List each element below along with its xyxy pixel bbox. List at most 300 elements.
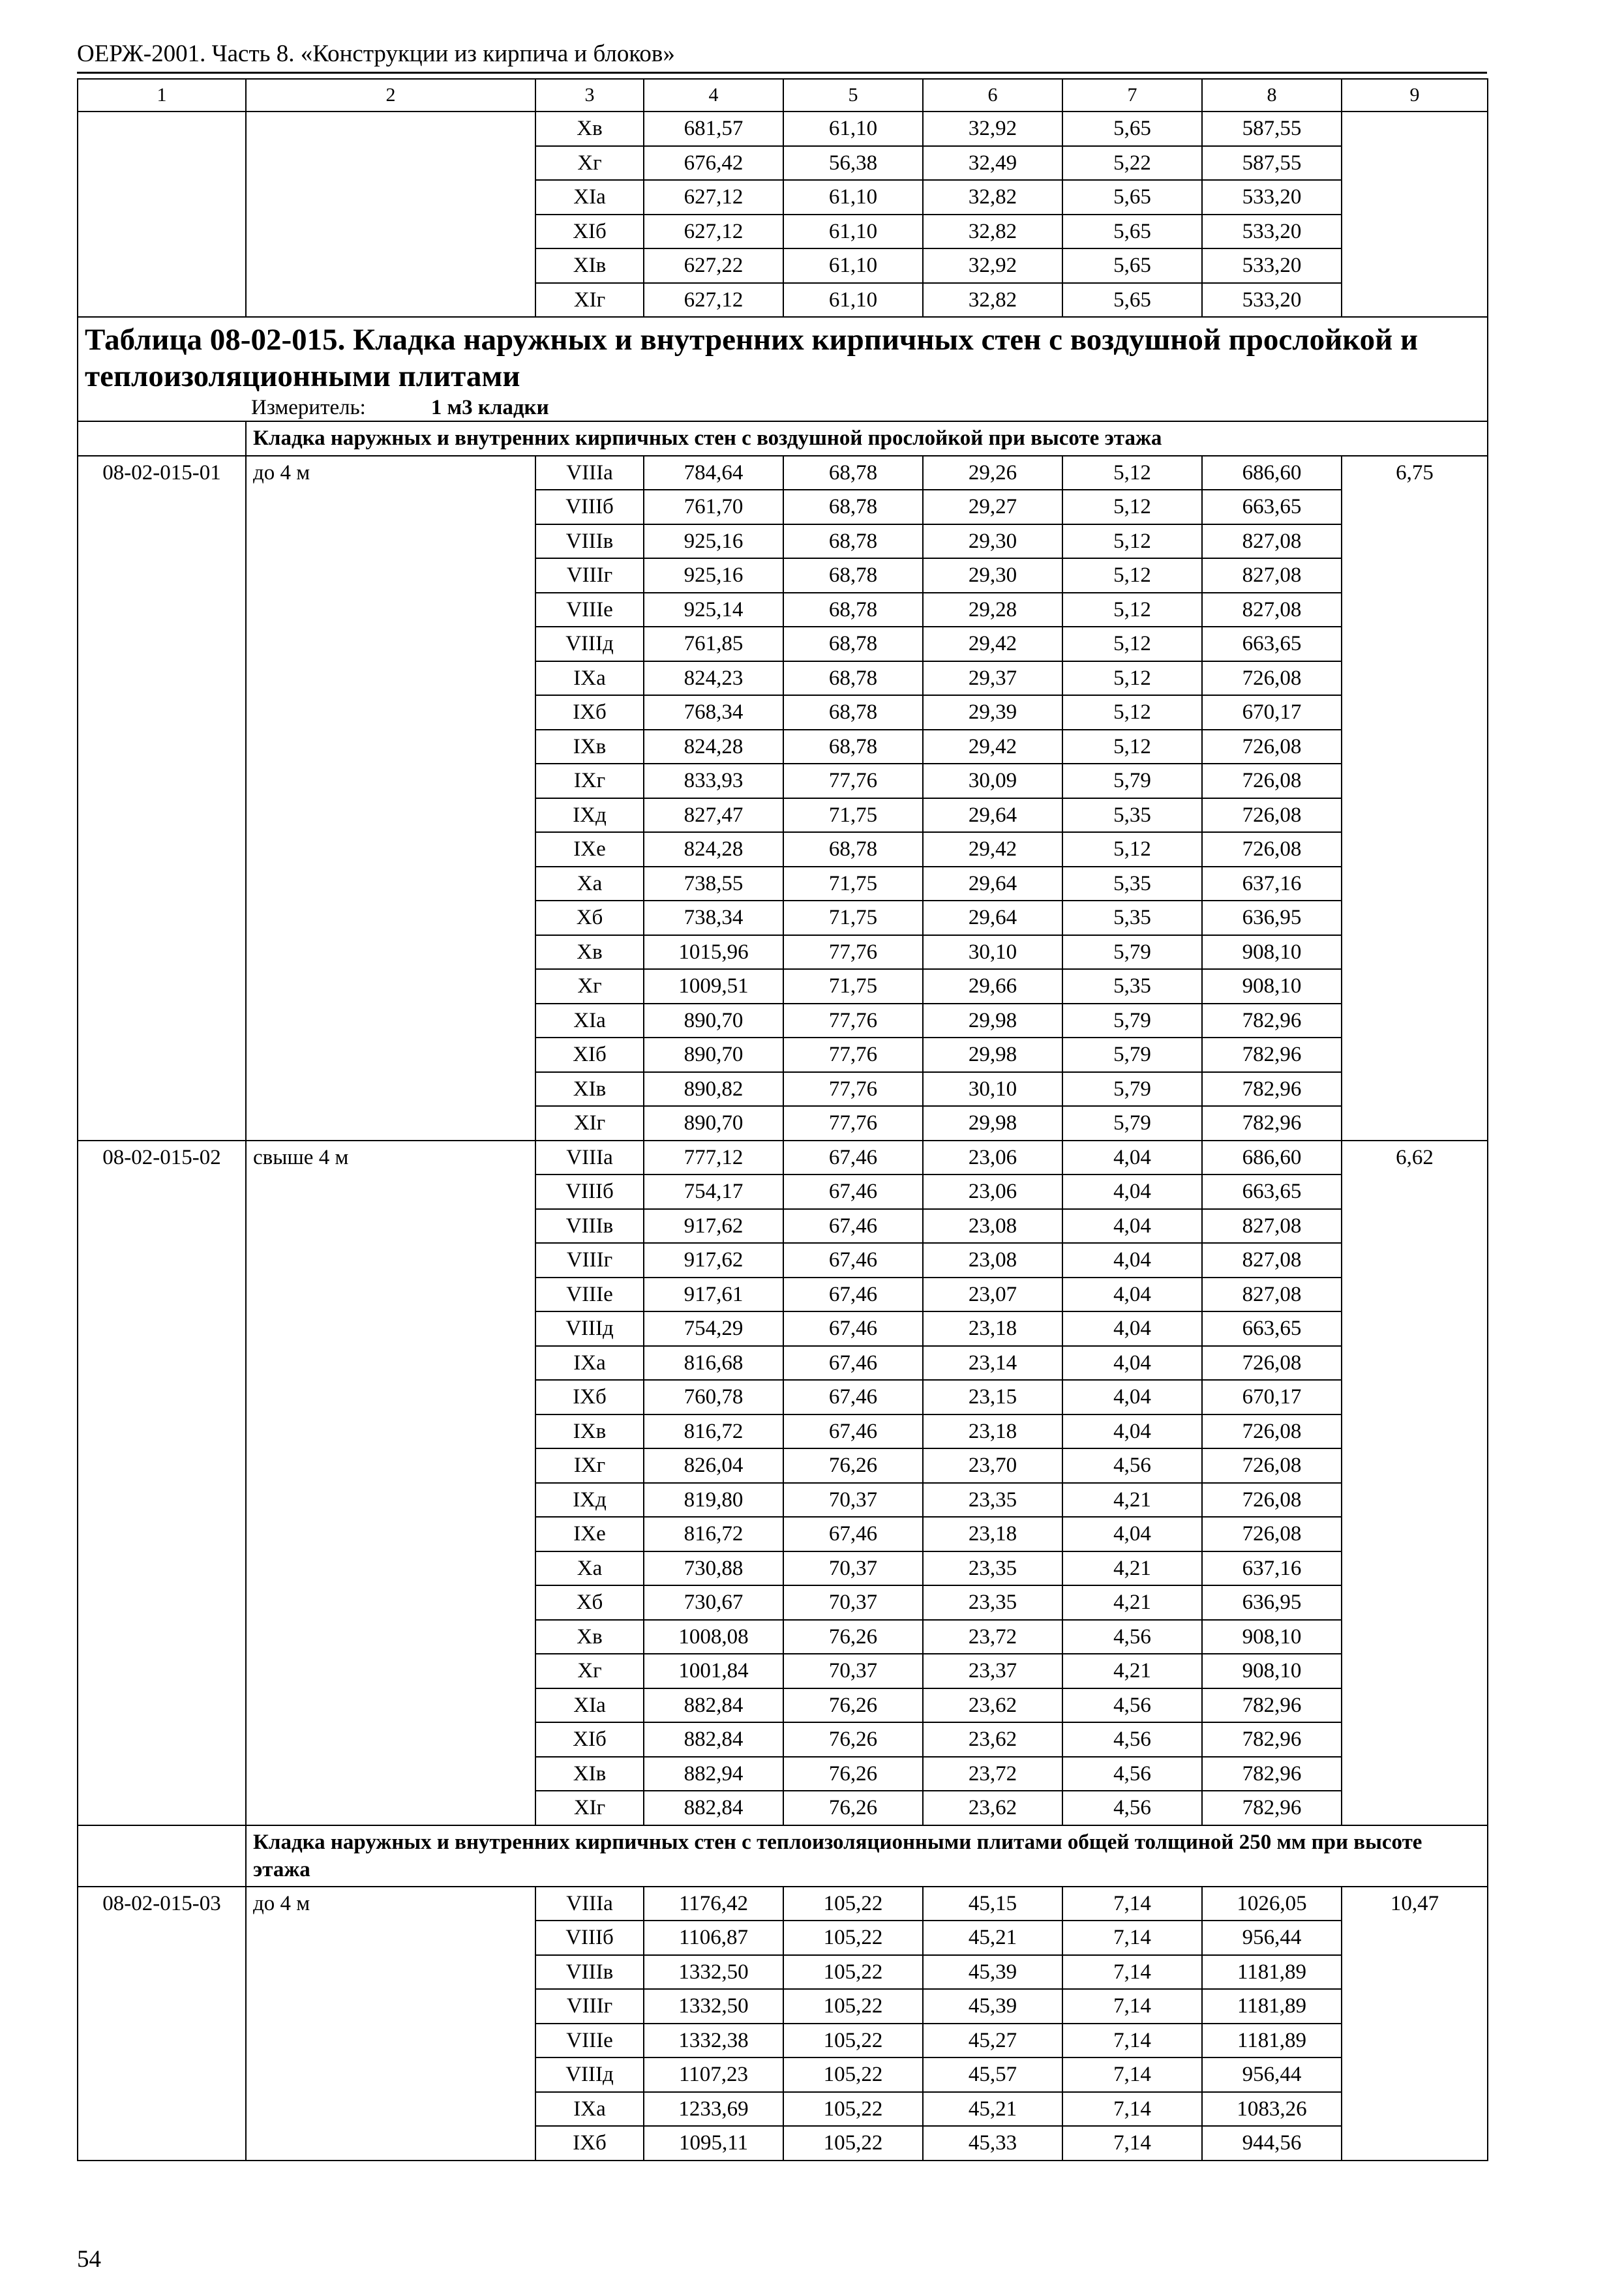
region-cell: IХд	[535, 798, 644, 833]
value-cell: 68,78	[783, 524, 923, 559]
value-cell: 533,20	[1202, 248, 1342, 283]
value-cell: 4,04	[1062, 1311, 1202, 1346]
value-cell: 29,42	[923, 730, 1062, 764]
value-cell: 827,08	[1202, 1209, 1342, 1244]
value-cell: 944,56	[1202, 2126, 1342, 2161]
value-cell: 4,04	[1062, 1278, 1202, 1312]
value-cell: 726,08	[1202, 1448, 1342, 1483]
value-cell: 761,70	[644, 490, 783, 524]
region-cell: IХв	[535, 1414, 644, 1449]
value-cell: 76,26	[783, 1791, 923, 1825]
labor-cost-cell: 6,62	[1342, 1141, 1488, 1825]
value-cell: 587,55	[1202, 146, 1342, 181]
value-cell: 68,78	[783, 730, 923, 764]
value-cell: 23,35	[923, 1483, 1062, 1518]
value-cell: 726,08	[1202, 798, 1342, 833]
value-cell: 77,76	[783, 1106, 923, 1141]
value-cell: 67,46	[783, 1346, 923, 1381]
region-cell: ХIб	[535, 1038, 644, 1072]
value-cell: 1026,05	[1202, 1887, 1342, 1921]
value-cell: 5,79	[1062, 1004, 1202, 1038]
value-cell: 4,21	[1062, 1585, 1202, 1620]
value-cell: 68,78	[783, 490, 923, 524]
value-cell: 726,08	[1202, 1517, 1342, 1551]
value-cell: 105,22	[783, 2057, 923, 2092]
value-cell: 726,08	[1202, 661, 1342, 696]
value-cell: 882,84	[644, 1688, 783, 1723]
value-cell: 23,08	[923, 1243, 1062, 1278]
rate-description: до 4 м	[246, 1887, 535, 2161]
value-cell: 70,37	[783, 1483, 923, 1518]
region-cell: Ха	[535, 867, 644, 901]
value-cell: 5,65	[1062, 215, 1202, 249]
value-cell: 819,80	[644, 1483, 783, 1518]
value-cell: 7,14	[1062, 2126, 1202, 2161]
region-cell: IХа	[535, 2092, 644, 2127]
value-cell: 77,76	[783, 1038, 923, 1072]
value-cell: 882,94	[644, 1757, 783, 1791]
value-cell: 908,10	[1202, 1654, 1342, 1688]
region-cell: VIIIе	[535, 593, 644, 627]
value-cell: 5,35	[1062, 867, 1202, 901]
table-title-cell	[78, 317, 1488, 421]
value-cell: 61,10	[783, 283, 923, 318]
value-cell: 730,88	[644, 1551, 783, 1586]
region-cell: ХIа	[535, 1688, 644, 1723]
value-cell: 76,26	[783, 1722, 923, 1757]
value-cell: 23,37	[923, 1654, 1062, 1688]
value-cell: 23,06	[923, 1174, 1062, 1209]
value-cell: 827,08	[1202, 1278, 1342, 1312]
value-cell: 67,46	[783, 1209, 923, 1244]
value-cell: 676,42	[644, 146, 783, 181]
value-cell: 782,96	[1202, 1072, 1342, 1107]
region-cell: Хг	[535, 146, 644, 181]
value-cell: 827,08	[1202, 524, 1342, 559]
value-cell: 587,55	[1202, 112, 1342, 146]
value-cell: 68,78	[783, 456, 923, 490]
value-cell: 23,72	[923, 1757, 1062, 1791]
value-cell: 56,38	[783, 146, 923, 181]
value-cell: 1106,87	[644, 1921, 783, 1955]
region-cell: Ха	[535, 1551, 644, 1586]
value-cell: 1332,50	[644, 1955, 783, 1990]
value-cell: 1083,26	[1202, 2092, 1342, 2127]
value-cell: 670,17	[1202, 695, 1342, 730]
region-cell: IХа	[535, 661, 644, 696]
value-cell: 1015,96	[644, 935, 783, 970]
value-cell: 5,35	[1062, 798, 1202, 833]
value-cell: 4,56	[1062, 1620, 1202, 1654]
value-cell: 627,12	[644, 180, 783, 215]
value-cell: 29,64	[923, 867, 1062, 901]
region-cell: ХIб	[535, 1722, 644, 1757]
value-cell: 23,18	[923, 1517, 1062, 1551]
value-cell: 4,04	[1062, 1380, 1202, 1414]
value-cell: 70,37	[783, 1654, 923, 1688]
region-cell: Хв	[535, 112, 644, 146]
value-cell: 816,72	[644, 1414, 783, 1449]
table-row	[78, 1141, 1488, 1175]
value-cell: 726,08	[1202, 730, 1342, 764]
value-cell: 636,95	[1202, 1585, 1342, 1620]
region-cell: Хг	[535, 969, 644, 1004]
value-cell: 76,26	[783, 1620, 923, 1654]
value-cell: 29,98	[923, 1004, 1062, 1038]
value-cell: 32,82	[923, 215, 1062, 249]
value-cell: 29,26	[923, 456, 1062, 490]
value-cell: 627,12	[644, 215, 783, 249]
value-cell: 754,17	[644, 1174, 783, 1209]
value-cell: 77,76	[783, 1004, 923, 1038]
value-cell: 29,98	[923, 1038, 1062, 1072]
value-cell: 29,30	[923, 558, 1062, 593]
value-cell: 61,10	[783, 180, 923, 215]
value-cell: 68,78	[783, 593, 923, 627]
value-cell: 686,60	[1202, 1141, 1342, 1175]
value-cell: 67,46	[783, 1414, 923, 1449]
value-cell: 76,26	[783, 1448, 923, 1483]
value-cell: 67,46	[783, 1380, 923, 1414]
value-cell: 5,12	[1062, 627, 1202, 661]
value-cell: 23,14	[923, 1346, 1062, 1381]
code-cell	[78, 112, 246, 317]
value-cell: 726,08	[1202, 832, 1342, 867]
region-cell: IХб	[535, 2126, 644, 2161]
value-cell: 824,28	[644, 730, 783, 764]
value-cell: 23,62	[923, 1791, 1062, 1825]
value-cell: 816,72	[644, 1517, 783, 1551]
value-cell: 956,44	[1202, 2057, 1342, 2092]
value-cell: 4,56	[1062, 1722, 1202, 1757]
value-cell: 4,56	[1062, 1448, 1202, 1483]
value-cell: 738,55	[644, 867, 783, 901]
value-cell: 71,75	[783, 867, 923, 901]
value-cell: 32,92	[923, 248, 1062, 283]
value-cell: 29,42	[923, 832, 1062, 867]
value-cell: 67,46	[783, 1174, 923, 1209]
value-cell: 5,35	[1062, 901, 1202, 935]
column-number: 4	[644, 79, 783, 112]
value-cell: 23,72	[923, 1620, 1062, 1654]
table-title-row	[78, 317, 1488, 421]
value-cell: 68,78	[783, 661, 923, 696]
value-cell: 29,27	[923, 490, 1062, 524]
table-row	[78, 1887, 1488, 1921]
value-cell: 105,22	[783, 1955, 923, 1990]
value-cell: 908,10	[1202, 935, 1342, 970]
rate-description: свыше 4 м	[246, 1141, 535, 1825]
value-cell: 726,08	[1202, 1414, 1342, 1449]
value-cell: 32,92	[923, 112, 1062, 146]
column-number: 2	[246, 79, 535, 112]
value-cell: 77,76	[783, 764, 923, 798]
value-cell: 32,82	[923, 283, 1062, 318]
value-cell: 71,75	[783, 969, 923, 1004]
value-cell: 882,84	[644, 1791, 783, 1825]
measure-line	[85, 395, 1481, 421]
value-cell: 5,79	[1062, 764, 1202, 798]
region-cell: IХа	[535, 1346, 644, 1381]
value-cell: 533,20	[1202, 283, 1342, 318]
value-cell: 70,37	[783, 1585, 923, 1620]
value-cell: 1332,50	[644, 1989, 783, 2024]
value-cell: 68,78	[783, 695, 923, 730]
value-cell: 61,10	[783, 112, 923, 146]
value-cell: 4,21	[1062, 1483, 1202, 1518]
value-cell: 4,04	[1062, 1517, 1202, 1551]
region-cell: VIIIв	[535, 1209, 644, 1244]
value-cell: 5,65	[1062, 180, 1202, 215]
value-cell: 68,78	[783, 627, 923, 661]
value-cell: 782,96	[1202, 1757, 1342, 1791]
value-cell: 4,56	[1062, 1791, 1202, 1825]
value-cell: 827,08	[1202, 593, 1342, 627]
value-cell: 686,60	[1202, 456, 1342, 490]
value-cell: 917,61	[644, 1278, 783, 1312]
value-cell: 32,82	[923, 180, 1062, 215]
value-cell: 4,21	[1062, 1654, 1202, 1688]
value-cell: 1181,89	[1202, 1955, 1342, 1990]
carry-row	[78, 112, 1488, 146]
value-cell: 890,70	[644, 1038, 783, 1072]
labor-cost-cell: 6,75	[1342, 456, 1488, 1141]
header-rule	[77, 72, 1487, 74]
value-cell: 67,46	[783, 1141, 923, 1175]
value-cell: 4,56	[1062, 1757, 1202, 1791]
value-cell: 833,93	[644, 764, 783, 798]
value-cell: 726,08	[1202, 764, 1342, 798]
value-cell: 1181,89	[1202, 1989, 1342, 2024]
value-cell: 784,64	[644, 456, 783, 490]
value-cell: 777,12	[644, 1141, 783, 1175]
section-heading-row	[78, 421, 1488, 456]
region-cell: Хг	[535, 1654, 644, 1688]
value-cell: 882,84	[644, 1722, 783, 1757]
value-cell: 23,15	[923, 1380, 1062, 1414]
region-cell: ХIа	[535, 1004, 644, 1038]
region-cell: IХд	[535, 1483, 644, 1518]
value-cell: 68,78	[783, 558, 923, 593]
region-cell: IХе	[535, 832, 644, 867]
region-cell: VIIIе	[535, 1278, 644, 1312]
region-cell: VIIIб	[535, 1921, 644, 1955]
column-number: 5	[783, 79, 923, 112]
col9-cell	[1342, 112, 1488, 317]
value-cell: 5,12	[1062, 593, 1202, 627]
section-spacer-cell	[78, 1825, 246, 1887]
value-cell: 23,62	[923, 1722, 1062, 1757]
value-cell: 917,62	[644, 1209, 783, 1244]
region-cell: VIIIб	[535, 490, 644, 524]
value-cell: 67,46	[783, 1278, 923, 1312]
value-cell: 761,85	[644, 627, 783, 661]
region-cell: VIIIд	[535, 2057, 644, 2092]
value-cell: 827,08	[1202, 1243, 1342, 1278]
rate-description: до 4 м	[246, 456, 535, 1141]
page-number: 54	[77, 2246, 101, 2273]
value-cell: 627,12	[644, 283, 783, 318]
region-cell: VIIIа	[535, 1887, 644, 1921]
value-cell: 782,96	[1202, 1791, 1342, 1825]
rates-table-body	[78, 79, 1488, 2161]
value-cell: 4,04	[1062, 1243, 1202, 1278]
value-cell: 67,46	[783, 1517, 923, 1551]
value-cell: 29,37	[923, 661, 1062, 696]
value-cell: 663,65	[1202, 1311, 1342, 1346]
value-cell: 29,64	[923, 901, 1062, 935]
value-cell: 23,35	[923, 1585, 1062, 1620]
value-cell: 45,21	[923, 1921, 1062, 1955]
value-cell: 782,96	[1202, 1106, 1342, 1141]
value-cell: 663,65	[1202, 627, 1342, 661]
value-cell: 1332,38	[644, 2024, 783, 2058]
value-cell: 77,76	[783, 1072, 923, 1107]
value-cell: 61,10	[783, 215, 923, 249]
value-cell: 890,70	[644, 1004, 783, 1038]
region-cell: VIIIв	[535, 1955, 644, 1990]
value-cell: 908,10	[1202, 1620, 1342, 1654]
value-cell: 105,22	[783, 2024, 923, 2058]
region-cell: ХIв	[535, 1072, 644, 1107]
column-number: 3	[535, 79, 644, 112]
region-cell: ХIа	[535, 180, 644, 215]
value-cell: 45,33	[923, 2126, 1062, 2161]
region-cell: ХIб	[535, 215, 644, 249]
value-cell: 45,15	[923, 1887, 1062, 1921]
value-cell: 956,44	[1202, 1921, 1342, 1955]
value-cell: 105,22	[783, 2092, 923, 2127]
value-cell: 105,22	[783, 1921, 923, 1955]
value-cell: 29,66	[923, 969, 1062, 1004]
value-cell: 23,35	[923, 1551, 1062, 1586]
value-cell: 5,65	[1062, 248, 1202, 283]
value-cell: 23,08	[923, 1209, 1062, 1244]
value-cell: 5,12	[1062, 490, 1202, 524]
value-cell: 827,47	[644, 798, 783, 833]
region-cell: ХIг	[535, 1106, 644, 1141]
value-cell: 76,26	[783, 1757, 923, 1791]
value-cell: 67,46	[783, 1311, 923, 1346]
value-cell: 5,22	[1062, 146, 1202, 181]
value-cell: 637,16	[1202, 867, 1342, 901]
section-heading: Кладка наружных и внутренних кирпичных стен с теплоизоляционными плитами общей толщиной 250 мм при высоте этажа	[246, 1825, 1488, 1887]
region-cell: Хв	[535, 1620, 644, 1654]
value-cell: 754,29	[644, 1311, 783, 1346]
region-cell: VIIIг	[535, 1243, 644, 1278]
section-spacer-cell	[78, 421, 246, 456]
value-cell: 1176,42	[644, 1887, 783, 1921]
region-cell: ХIг	[535, 283, 644, 318]
region-cell: IХб	[535, 695, 644, 730]
value-cell: 67,46	[783, 1243, 923, 1278]
column-number: 7	[1062, 79, 1202, 112]
value-cell: 925,16	[644, 558, 783, 593]
rates-table-container	[77, 78, 1487, 2161]
value-cell: 23,06	[923, 1141, 1062, 1175]
value-cell: 7,14	[1062, 1989, 1202, 2024]
section-heading-row	[78, 1825, 1488, 1887]
region-cell: VIIIд	[535, 1311, 644, 1346]
labor-cost-cell: 10,47	[1342, 1887, 1488, 2161]
value-cell: 5,12	[1062, 661, 1202, 696]
value-cell: 533,20	[1202, 180, 1342, 215]
value-cell: 5,12	[1062, 558, 1202, 593]
value-cell: 5,65	[1062, 112, 1202, 146]
region-cell: Хв	[535, 935, 644, 970]
region-cell: VIIIг	[535, 558, 644, 593]
value-cell: 5,12	[1062, 524, 1202, 559]
value-cell: 5,35	[1062, 969, 1202, 1004]
column-number: 9	[1342, 79, 1488, 112]
region-cell: IХг	[535, 1448, 644, 1483]
value-cell: 29,98	[923, 1106, 1062, 1141]
value-cell: 45,27	[923, 2024, 1062, 2058]
value-cell: 29,30	[923, 524, 1062, 559]
value-cell: 4,04	[1062, 1209, 1202, 1244]
value-cell: 782,96	[1202, 1004, 1342, 1038]
value-cell: 1008,08	[644, 1620, 783, 1654]
value-cell: 61,10	[783, 248, 923, 283]
value-cell: 726,08	[1202, 1483, 1342, 1518]
value-cell: 23,18	[923, 1311, 1062, 1346]
value-cell: 23,62	[923, 1688, 1062, 1723]
value-cell: 29,39	[923, 695, 1062, 730]
value-cell: 5,12	[1062, 695, 1202, 730]
value-cell: 1001,84	[644, 1654, 783, 1688]
column-number-row	[78, 79, 1488, 112]
value-cell: 726,08	[1202, 1346, 1342, 1381]
value-cell: 768,34	[644, 695, 783, 730]
value-cell: 23,70	[923, 1448, 1062, 1483]
region-cell: IХг	[535, 764, 644, 798]
value-cell: 908,10	[1202, 969, 1342, 1004]
column-number: 1	[78, 79, 246, 112]
region-cell: VIIIа	[535, 456, 644, 490]
value-cell: 627,22	[644, 248, 783, 283]
value-cell: 1095,11	[644, 2126, 783, 2161]
rate-code: 08-02-015-02	[78, 1141, 246, 1825]
region-cell: ХIг	[535, 1791, 644, 1825]
value-cell: 1009,51	[644, 969, 783, 1004]
value-cell: 105,22	[783, 2126, 923, 2161]
value-cell: 4,04	[1062, 1414, 1202, 1449]
value-cell: 5,79	[1062, 935, 1202, 970]
table-row	[78, 456, 1488, 490]
value-cell: 5,79	[1062, 1072, 1202, 1107]
value-cell: 30,10	[923, 935, 1062, 970]
value-cell: 4,04	[1062, 1174, 1202, 1209]
value-cell: 30,10	[923, 1072, 1062, 1107]
value-cell: 826,04	[644, 1448, 783, 1483]
value-cell: 890,70	[644, 1106, 783, 1141]
value-cell: 7,14	[1062, 1921, 1202, 1955]
column-number: 8	[1202, 79, 1342, 112]
rates-table	[77, 78, 1488, 2161]
region-cell: VIIIб	[535, 1174, 644, 1209]
value-cell: 925,14	[644, 593, 783, 627]
value-cell: 5,12	[1062, 456, 1202, 490]
value-cell: 4,04	[1062, 1141, 1202, 1175]
value-cell: 670,17	[1202, 1380, 1342, 1414]
measure-label: Измеритель:	[251, 396, 366, 419]
value-cell: 23,07	[923, 1278, 1062, 1312]
value-cell: 29,64	[923, 798, 1062, 833]
region-cell: VIIIа	[535, 1141, 644, 1175]
value-cell: 7,14	[1062, 2092, 1202, 2127]
value-cell: 30,09	[923, 764, 1062, 798]
region-cell: VIIIг	[535, 1989, 644, 2024]
